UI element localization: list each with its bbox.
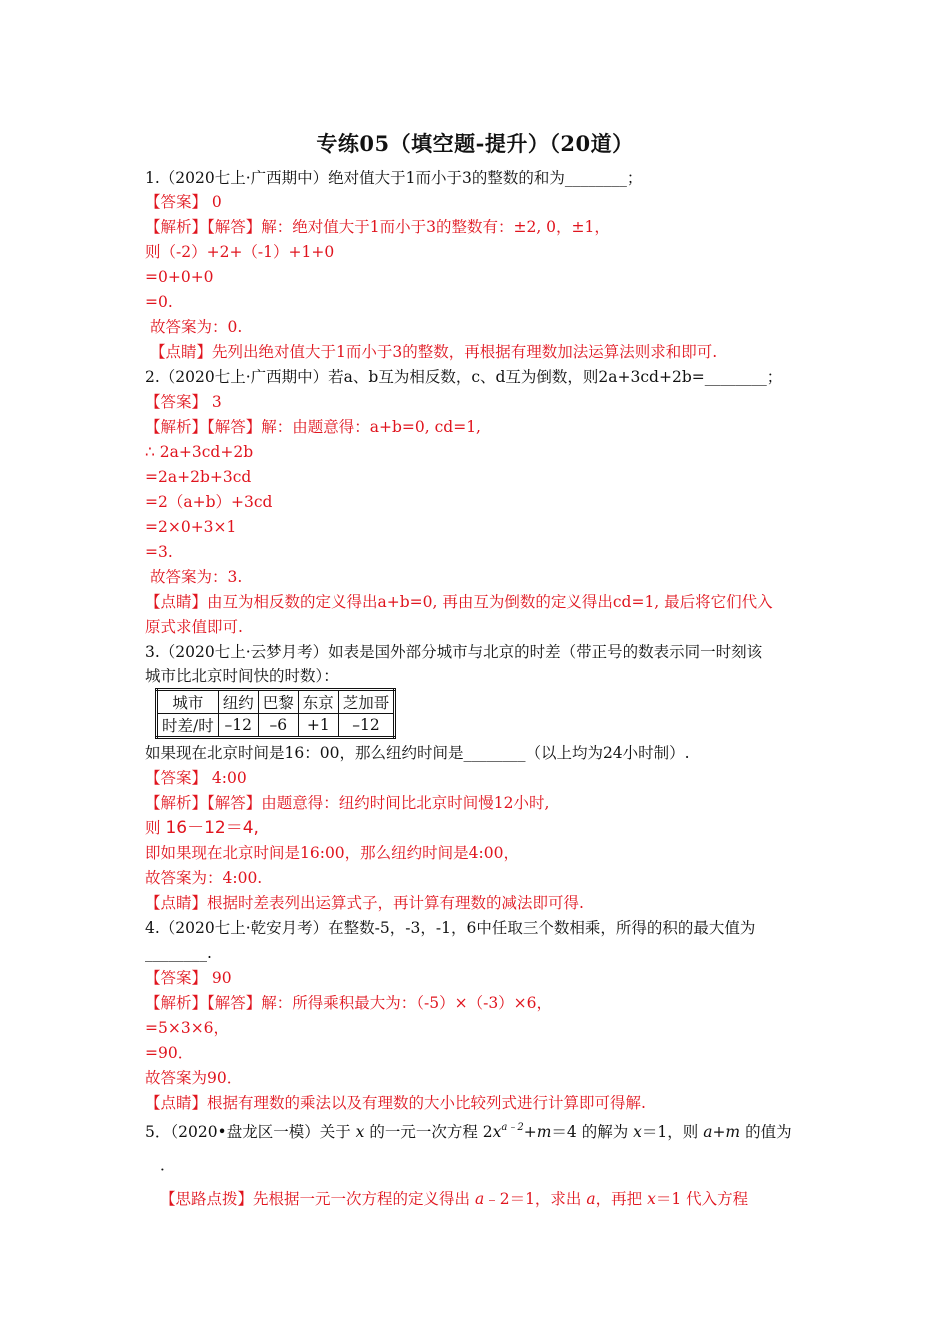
q4-final: 故答案为90． (145, 1069, 243, 1087)
q1-answer: 【答案】 0 (145, 193, 222, 211)
q4-question-line1: 4.（2020七上·乾安月考）在整数-5，-3，-1，6中任取三个数相乘，所得的积的最大值为 (145, 919, 756, 937)
q2-step4: =2×0+3×1 (145, 518, 237, 536)
q5-hint-text: ，再把 (595, 1190, 643, 1208)
q5-var-x: x (355, 1123, 365, 1141)
q5-hint-var: a (586, 1190, 596, 1208)
table-cell: 巴黎 (258, 690, 298, 714)
q5-text: 的一元一次方程 2 (369, 1123, 493, 1141)
q5-prefix: 5．（2020•盘龙区一模）关于 (145, 1123, 351, 1141)
q3-step1-expr: 16－12＝4, (165, 818, 259, 838)
q5-hint-text: ﹣2＝1，求出 (484, 1190, 582, 1208)
q5-exponent: a﹣2 (501, 1122, 524, 1133)
q5-var-x: x (492, 1123, 502, 1141)
q2-final: 故答案为：3. (150, 568, 243, 586)
q5-hint-var: a (474, 1190, 485, 1208)
q5-hint-text: ＝1 代入方程 (655, 1190, 749, 1208)
q1-step2: =0+0+0 (145, 268, 214, 286)
q4-step2: =90． (145, 1044, 194, 1062)
q3-step1-prefix: 则 (145, 819, 161, 837)
q4-tip: 【点睛】根据有理数的乘法以及有理数的大小比较列式进行计算即可得解. (145, 1094, 646, 1112)
q2-analysis: 【解析】【解答】解：由题意得：a+b=0, cd=1, (145, 418, 481, 436)
q5-text: ＝4 的解为 (551, 1123, 629, 1141)
q4-analysis: 【解析】【解答】解：所得乘积最大为：（-5）×（-3）×6， (145, 994, 553, 1012)
q3-tip: 【点睛】根据时差表列出运算式子，再计算有理数的减法即可得. (145, 894, 584, 912)
q5-var-x: x (633, 1123, 642, 1141)
table-cell: 城市 (157, 690, 219, 714)
q3-analysis: 【解析】【解答】由题意得：纽约时间比北京时间慢12小时, (145, 794, 550, 812)
q3-step2: 即如果现在北京时间是16:00，那么纽约时间是4:00， (145, 844, 519, 862)
q5-var-m: m (536, 1123, 552, 1141)
q5-hint (160, 1188, 748, 1210)
table-cell: 时差/时 (157, 714, 219, 738)
q2-question: 2.（2020七上·广西期中）若a、b互为相反数，c、d互为倒数，则2a+3cd+2b=________； (145, 368, 783, 386)
page-title: 专练05（填空题-提升）（20道） (316, 131, 634, 156)
q1-tip: 【点睛】先列出绝对值大于1而小于3的整数，再根据有理数加法运算法则求和即可. (150, 343, 718, 361)
q2-step5: =3. (145, 543, 173, 561)
q4-answer: 【答案】 90 (145, 969, 232, 987)
q2-step2: =2a+2b+3cd (145, 468, 252, 486)
q2-tip-line1: 【点睛】由互为相反数的定义得出a+b=0, 再由互为倒数的定义得出cd=1, 最后将它们代入 (145, 593, 773, 611)
q3-question-line1: 3.（2020七上·云梦月考）如表是国外部分城市与北京的时差（带正号的数表示同一时刻该 (145, 643, 763, 661)
q2-answer: 【答案】 3 (145, 393, 222, 411)
q4-step1: =5×3×6， (145, 1019, 230, 1037)
timezone-table (155, 688, 396, 739)
q2-step1: ∴ 2a+3cd+2b (145, 443, 254, 461)
q5-text: ＝1，则 (641, 1123, 699, 1141)
table-row (157, 714, 395, 738)
q1-final: 故答案为：0. (150, 318, 243, 336)
table-cell: +1 (298, 714, 338, 738)
table-cell: 东京 (298, 690, 338, 714)
table-cell: –6 (258, 714, 298, 738)
q1-question: 1.（2020七上·广西期中）绝对值大于1而小于3的整数的和为________； (145, 169, 643, 187)
table-cell: 纽约 (218, 690, 258, 714)
q3-answer: 【答案】 4:00 (145, 769, 247, 787)
q3-step1 (145, 817, 259, 839)
q2-step3: =2（a+b）+3cd (145, 493, 273, 511)
q4-question-line2: ________. (145, 944, 212, 962)
table-cell: –12 (338, 714, 395, 738)
q2-tip-line2: 原式求值即可. (145, 618, 243, 636)
q3-question-line2: 城市比北京时间快的时数）： (145, 667, 339, 685)
table-cell: 芝加哥 (338, 690, 395, 714)
q1-analysis: 【解析】【解答】解：绝对值大于1而小于3的整数有：±2, 0，±1， (145, 218, 610, 236)
q5-question (145, 1117, 792, 1143)
q5-hint-var: x (647, 1190, 656, 1208)
q3-final: 故答案为：4:00. (145, 869, 263, 887)
q5-suffix: 的值为 (745, 1123, 792, 1141)
q5-hint-text: 【思路点拨】先根据一元一次方程的定义得出 (160, 1190, 471, 1208)
table-cell: –12 (218, 714, 258, 738)
q3-question-line3: 如果现在北京时间是16：00，那么纽约时间是________（以上均为24小时制）. (145, 744, 690, 762)
q5-text: + (523, 1123, 537, 1141)
table-row (157, 690, 395, 714)
q1-step1: 则（-2）+2+（-1）+1+0 (145, 243, 335, 261)
q5-var-am: a+m (703, 1123, 741, 1141)
q5-blank: ． (160, 1156, 176, 1174)
q1-step3: =0. (145, 293, 173, 311)
